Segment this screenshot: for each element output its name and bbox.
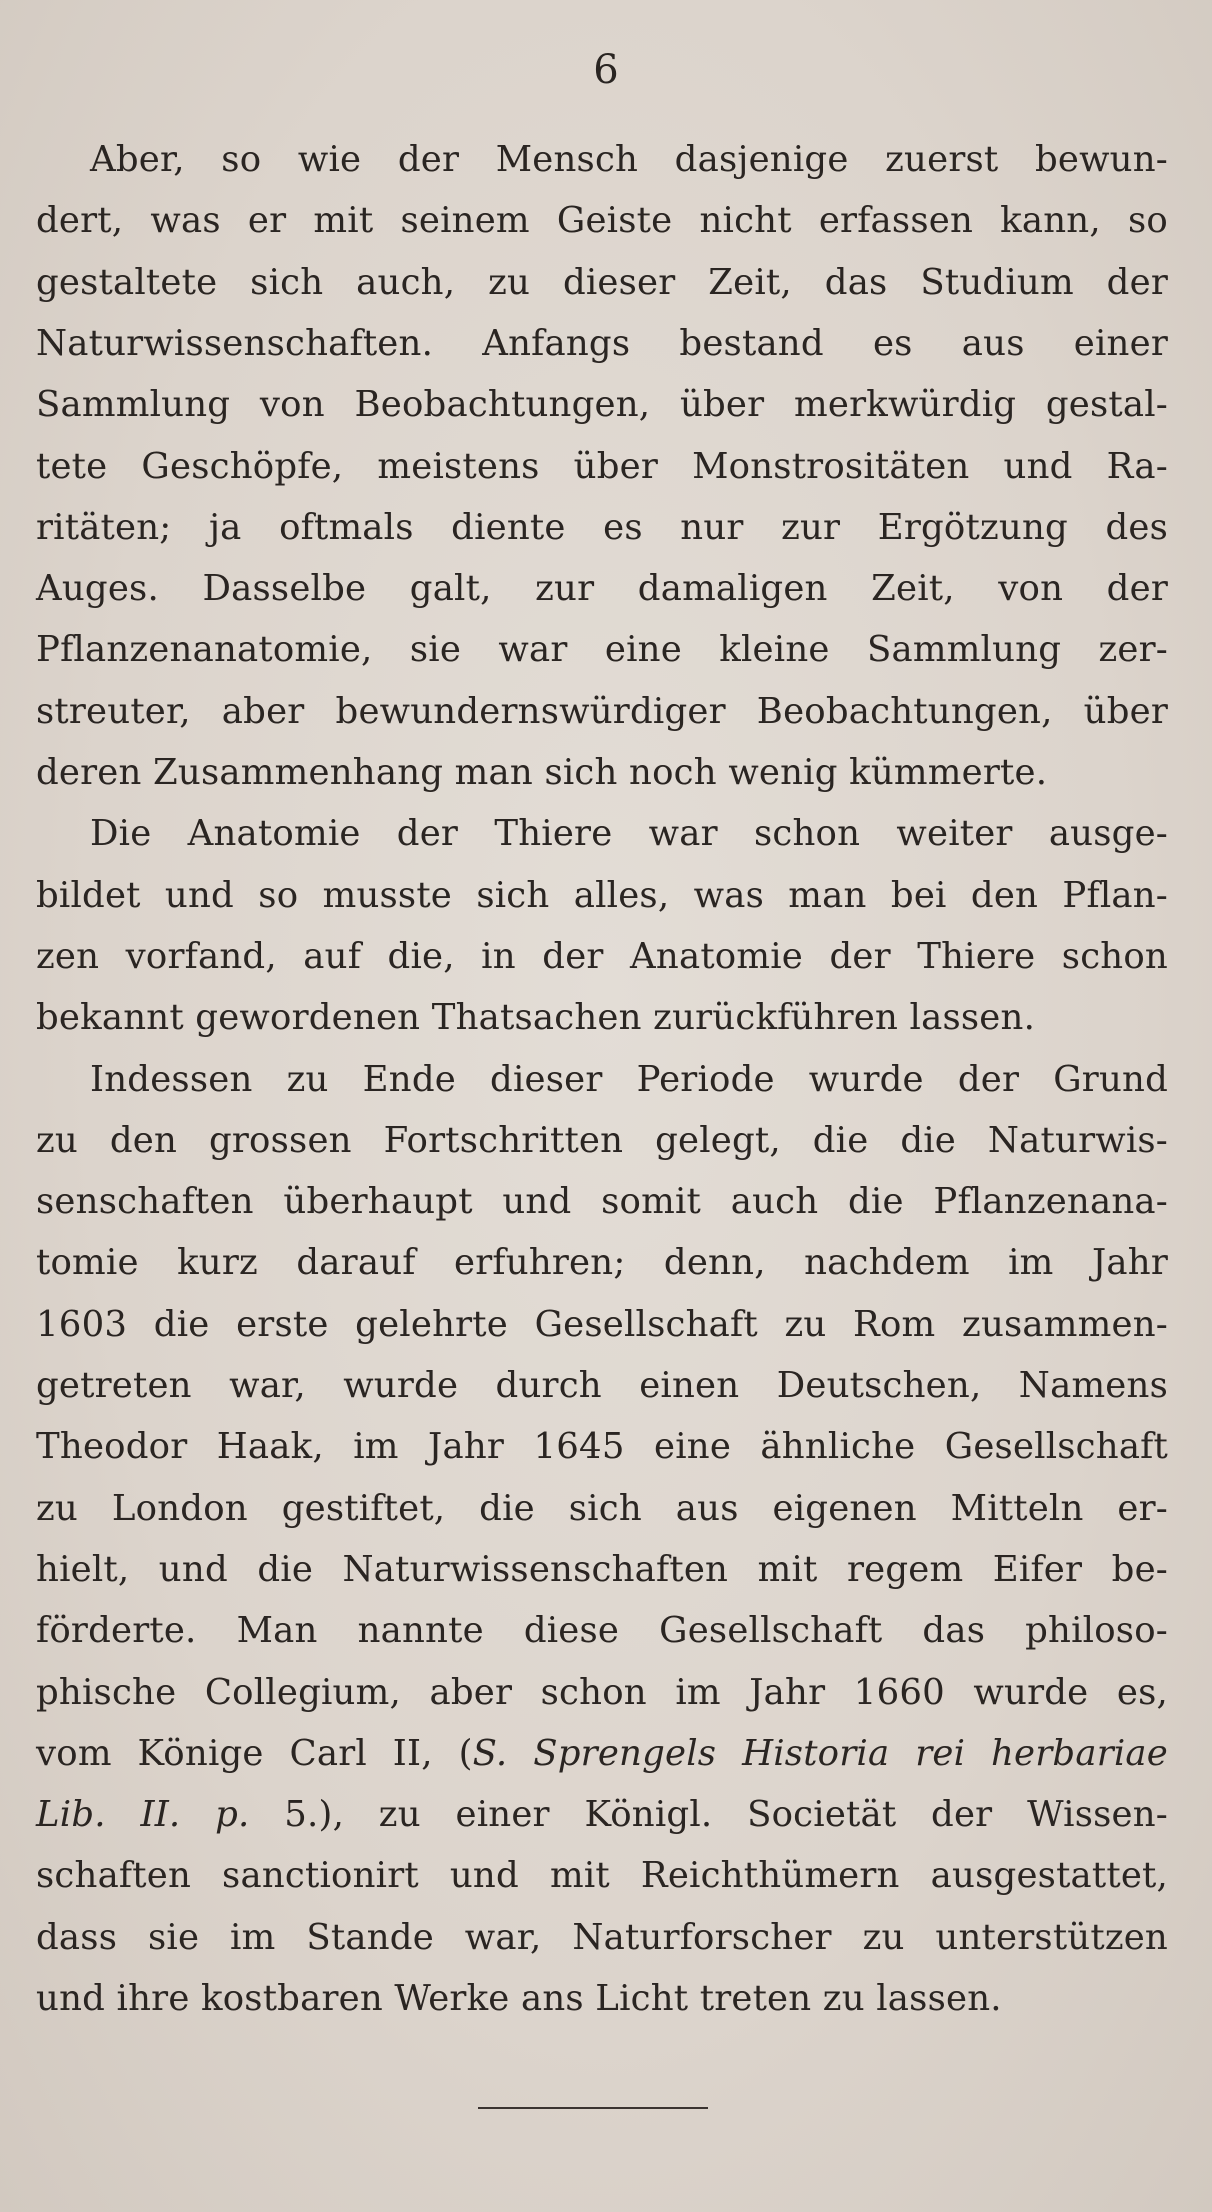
text-line: phische Collegium, aber schon im Jahr 1660 wurde es,	[36, 1671, 1168, 1713]
text-line: tomie kurz darauf erfuhren; denn, nachdem im Jahr	[36, 1242, 1168, 1284]
text-line: Naturwissenschaften. Anfangs bestand es aus einer	[36, 322, 1168, 364]
text-line	[36, 1724, 1168, 1784]
text-line: getreten war, wurde durch einen Deutschen, Namens	[36, 1365, 1168, 1406]
closing-rule	[478, 2107, 708, 2109]
text-line: bildet und so musste sich alles, was man bei den Pflan-	[36, 874, 1168, 916]
text-line: Pflanzenanatomie, sie war eine kleine Sammlung zer-	[36, 629, 1168, 671]
citation-italic: S. Sprengels Historia rei herbariae	[472, 1732, 1169, 1774]
text-line: senschaften überhaupt und somit auch die Pflanzenana-	[36, 1181, 1168, 1223]
text-line: tete Geschöpfe, meistens über Monstrositäten und Ra-	[36, 445, 1168, 487]
text-line: streuter, aber bewundernswürdiger Beobachtungen, über	[36, 690, 1168, 732]
page-number: 6	[593, 47, 619, 93]
text-line: ritäten; ja oftmals diente es nur zur Ergötzung des	[36, 506, 1168, 548]
text-line: dass sie im Stande war, Naturforscher zu unterstützen	[36, 1916, 1168, 1958]
text-line: Die Anatomie der Thiere war schon weiter ausge-	[90, 813, 1168, 855]
text-line: 1603 die erste gelehrte Gesellschaft zu Rom zusammen-	[36, 1303, 1168, 1345]
text-line: hielt, und die Naturwissenschaften mit regem Eifer be-	[36, 1548, 1168, 1590]
line-text-segment: vom Könige Carl II, (	[36, 1732, 473, 1774]
text-line: förderte. Man nannte diese Gesellschaft das philoso-	[36, 1610, 1168, 1652]
text-line: zu London gestiftet, die sich aus eigenen Mitteln er-	[36, 1487, 1168, 1529]
text-line: bekannt gewordenen Thatsachen zurückführen lassen.	[36, 997, 1036, 1039]
text-line	[36, 1785, 1168, 1845]
text-line: gestaltete sich auch, zu dieser Zeit, das Studium der	[36, 261, 1168, 303]
citation-italic: Lib. II. p.	[36, 1794, 250, 1836]
text-line: Sammlung von Beobachtungen, über merkwürdig gestal-	[36, 384, 1168, 426]
text-line: deren Zusammenhang man sich noch wenig kümmerte.	[36, 752, 1048, 793]
text-line: zu den grossen Fortschritten gelegt, die die Naturwis-	[36, 1119, 1168, 1161]
text-line: Indessen zu Ende dieser Periode wurde der Grund	[90, 1058, 1168, 1100]
text-line: und ihre kostbaren Werke ans Licht treten zu lassen.	[36, 1978, 1002, 2019]
text-line: Auges. Dasselbe galt, zur damaligen Zeit, von der	[36, 568, 1168, 610]
line-text-segment: 5.), zu einer Königl. Societät der Wissen-	[249, 1794, 1169, 1836]
text-line: Aber, so wie der Mensch dasjenige zuerst bewun-	[90, 139, 1168, 180]
text-line: Theodor Haak, im Jahr 1645 eine ähnliche Gesellschaft	[36, 1426, 1168, 1468]
text-line: zen vorfand, auf die, in der Anatomie der Thiere schon	[36, 935, 1168, 977]
text-line: dert, was er mit seinem Geiste nicht erfassen kann, so	[36, 200, 1168, 242]
text-line: schaften sanctionirt und mit Reichthümern ausgestattet,	[36, 1855, 1168, 1897]
